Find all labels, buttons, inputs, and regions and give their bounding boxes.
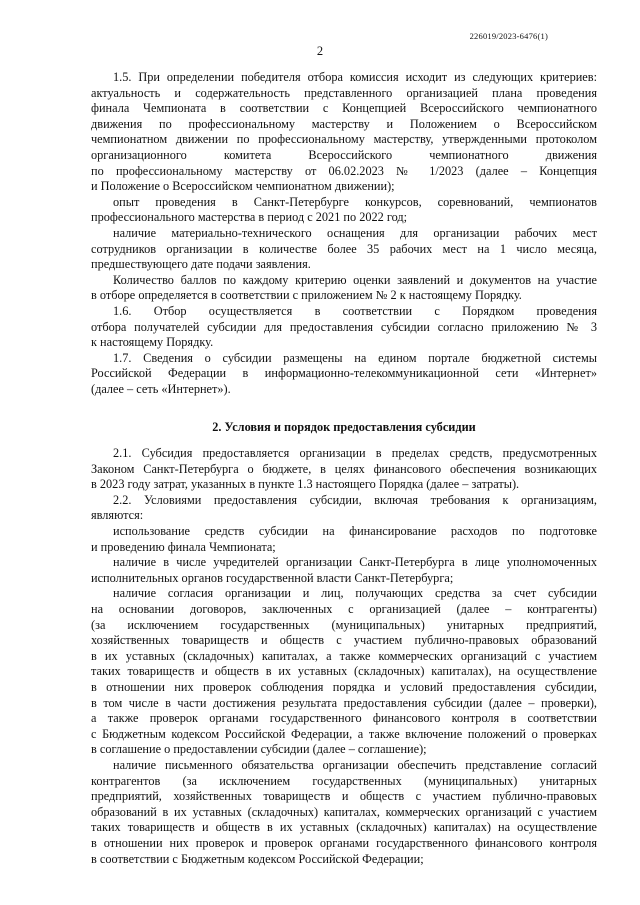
paragraph-line: и проведению финала Чемпионата; [91,539,276,554]
paragraph-line: исполнительных органов государственной власти Санкт-Петербурга; [91,570,454,585]
spacer [91,397,597,413]
paragraph-line: 2.1. Субсидия предоставляется организации в пределах средств, предусмотренных [113,446,597,461]
paragraph-line: образований в их уставных (складочных) капиталах, коммерческих организаций с участием [91,804,597,819]
paragraph-line: являются: [91,508,144,523]
paragraph-line: в 2023 году затрат, указанных в пункте 1.3 настоящего Порядка (далее – затраты). [91,477,520,492]
paragraph-line: наличие согласия организации и лиц, получающих средства за счет субсидии [113,586,597,601]
section-1-continued [91,70,597,397]
paragraph-line: 1.7. Сведения о субсидии размещены на едином портале бюджетной системы [113,350,597,365]
paragraph [91,446,597,493]
paragraph [91,351,597,398]
paragraph-line: таких товариществ и обществ в их уставных (складочных) капиталах), на осуществление [91,664,597,679]
paragraph [91,758,597,867]
paragraph-line: опыт проведения в Санкт-Петербурге конкурсов, соревнований, чемпионатов [113,194,597,209]
paragraph-line: чемпионатном движении по профессиональному мастерству, утвержденными протоколом [91,132,597,147]
paragraph-line: Законом Санкт-Петербурга о бюджете, в целях финансового обеспечения возникающих [91,461,597,476]
paragraph-line: использование средств субсидии на финансирование расходов по подготовке [113,524,597,539]
paragraph-line: сотрудников организации в количестве более 35 рабочих мест на 1 число месяца, [91,241,597,256]
paragraph [91,586,597,758]
paragraph-line: 2.2. Условиями предоставления субсидии, включая требования к организациям, [113,492,597,507]
document-registration-number: 226019/2023-6476(1) [469,31,548,41]
paragraph [91,195,597,226]
paragraph-line: в соответствии с Бюджетным кодексом Российской Федерации; [91,851,424,866]
paragraph-line: 1.6. Отбор осуществляется в соответствии с Порядком проведения [113,303,597,318]
paragraph [91,226,597,273]
paragraph-line: предприятий, хозяйственных товариществ и обществ с участием публично-правовых [91,789,597,804]
paragraph [91,555,597,586]
paragraph-line: наличие материально-технического оснащения для организации рабочих мест [113,225,597,240]
paragraph-line: организационного комитета Всероссийского чемпионатного движения [91,147,597,162]
paragraph-line: отбора получателей субсидии для предоставления субсидии согласно приложению № 3 [91,319,597,334]
paragraph-line: в отношении них проверок и проверок органами государственного финансового контроля [91,835,597,850]
paragraph-line: по профессиональному мастерству от 06.02.2023 № 1/2023 (далее – Концепция [91,163,597,178]
paragraph-line: наличие письменного обязательства организации обеспечить представление согласий [113,757,597,772]
section-2-heading: 2. Условия и порядок предоставления субсидии [212,420,476,435]
paragraph-line: в их уставных (складочных) капиталах, а также коммерческих организаций с участием [91,648,597,663]
paragraph-line: Российской Федерации в информационно-телекоммуникационной сети «Интернет» [91,366,597,381]
page-number: 2 [316,44,324,58]
paragraph-line: актуальность и содержательность представленного организацией плана проведения [91,85,597,100]
paragraph-line: в соглашение о предоставлении субсидии (далее – соглашение); [91,742,427,757]
paragraph-line: с Бюджетным кодексом Российской Федерации, а также включение положений о проверках [91,726,597,741]
paragraph [91,70,597,195]
paragraph [91,304,597,351]
paragraph [91,273,597,304]
paragraph-line: в отношении них проверок соблюдения порядка и условий предоставления субсидии, [91,679,597,694]
paragraph-line: наличие в числе учредителей организации Санкт-Петербурга в лице уполномоченных [113,555,597,570]
paragraph-line: хозяйственных товариществ и обществ с участием публично-правовых образований [91,633,597,648]
paragraph-line: (за исключением государственных (муниципальных) унитарных предприятий, [91,617,597,632]
paragraph-line: а также проверок органами государственного финансового контроля в соответствии [91,711,597,726]
section-2-body [91,446,597,867]
paragraph-line: на основании договоров, заключенных с организацией (далее – контрагенты) [91,602,597,616]
paragraph-line: контрагентов (за исключением государственных (муниципальных) унитарных [91,773,597,788]
paragraph-line: таких товариществ и обществ в их уставных (складочных) капиталах) на осуществление [91,820,597,835]
paragraph-line: и Положение о Всероссийском чемпионатном движении); [91,179,395,194]
paragraph-line: в том числе в части достижения результата предоставления субсидии (далее – проверки), [91,695,597,710]
paragraph [91,524,597,555]
paragraph-line: (далее – сеть «Интернет»). [91,381,231,396]
paragraph-line: финала Чемпионата в соответствии с Концепцией Всероссийского чемпионатного [91,101,597,116]
paragraph-line: движения по профессиональному мастерству и Положением о Всероссийском [91,116,597,131]
paragraph-line: в отборе определяется в соответствии с приложением № 2 к настоящему Порядку. [91,288,522,303]
paragraph-line: 1.5. При определении победителя отбора комиссия исходит из следующих критериев: [113,70,597,84]
paragraph-line: Количество баллов по каждому критерию оценки заявлений и документов на участие [113,272,597,287]
paragraph-line: профессионального мастерства в период с 2021 по 2022 год; [91,210,408,225]
paragraph-line: предшествующего дате подачи заявления. [91,257,311,272]
paragraph-line: к настоящему Порядку. [91,335,214,350]
paragraph [91,493,597,524]
document-body [91,70,597,867]
